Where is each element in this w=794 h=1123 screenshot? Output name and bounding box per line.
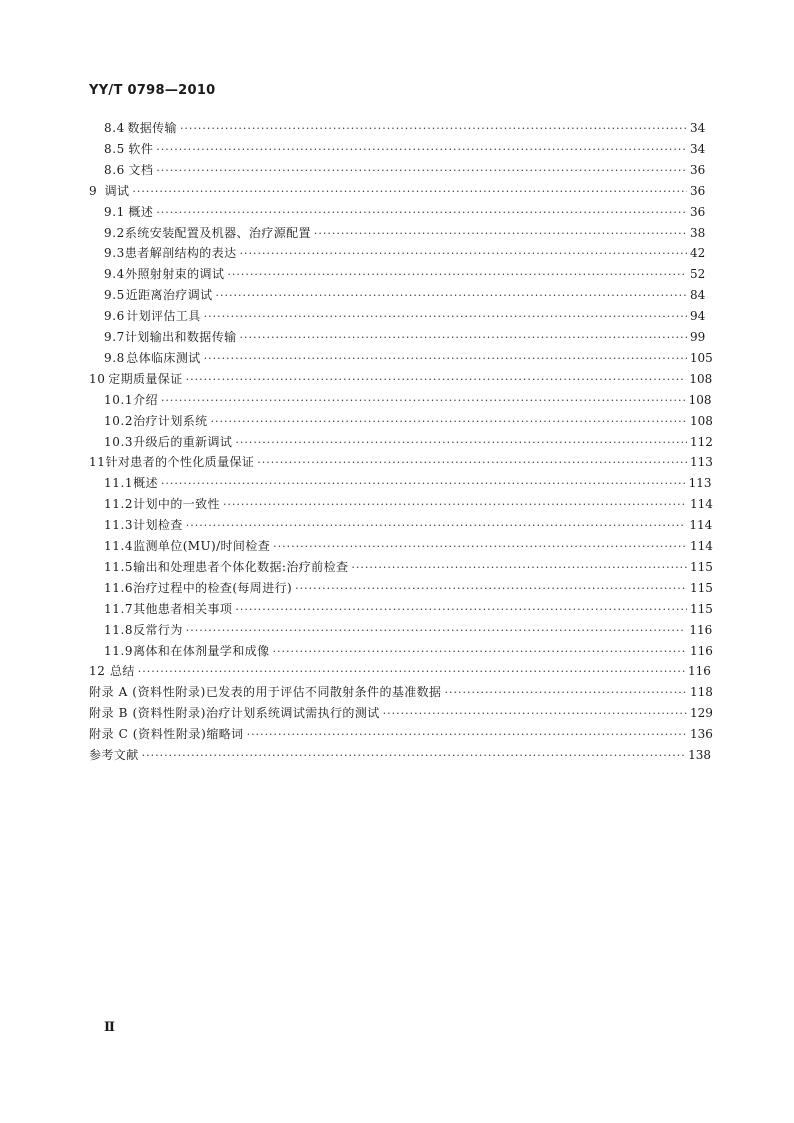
toc-entry-title: 概述: [133, 476, 158, 491]
toc-entry-number: 11.2: [104, 497, 134, 512]
toc-entry-page: 113: [688, 476, 712, 491]
toc-dot-leader: [227, 265, 687, 285]
toc-entry-title: 定期质量保证: [108, 371, 183, 386]
toc-entry[interactable]: [89, 682, 713, 702]
toc-dot-leader: [444, 683, 687, 703]
toc-entry-page: 36: [690, 183, 706, 198]
toc-entry-page: 34: [690, 141, 706, 156]
toc-entry[interactable]: [104, 202, 704, 222]
document-code-header: YY/T 0798—2010: [89, 83, 216, 98]
toc-dot-leader: [240, 244, 688, 264]
toc-entry-title: 总体临床测试: [126, 350, 201, 365]
toc-entry-title: 文档: [128, 162, 154, 177]
toc-entry-page: 84: [690, 288, 706, 303]
toc-entry[interactable]: [89, 661, 711, 681]
toc-entry-title: 离体和在体剂量学和成像: [133, 643, 270, 658]
toc-dot-leader: [240, 328, 688, 348]
toc-entry-title: 系统安装配置及机器、治疗源配置: [124, 225, 311, 240]
toc-entry-number: 9.8: [104, 350, 125, 365]
toc-entry-title: 数据传输: [127, 121, 177, 135]
toc-entry-number: 8.4: [104, 121, 125, 135]
toc-entry-page: 115: [690, 601, 713, 616]
toc-entry-page: 112: [690, 434, 713, 449]
toc-entry-page: 129: [690, 706, 713, 721]
toc-entry-title: 参考文献: [89, 748, 139, 762]
toc-entry-title: 计划评估工具: [126, 309, 201, 324]
toc-entry-title: 患者解剖结构的表达: [124, 246, 237, 261]
toc-entry-page: 136: [690, 727, 713, 742]
toc-entry[interactable]: [89, 452, 713, 472]
toc-dot-leader: [204, 307, 687, 327]
toc-entry-page: 108: [689, 371, 713, 386]
toc-entry[interactable]: [104, 139, 704, 159]
toc-entry-number: 10.2: [104, 413, 134, 428]
toc-entry-title: 升级后的重新调试: [133, 434, 233, 449]
toc-entry-number: 9.5: [104, 288, 125, 303]
toc-dot-leader: [180, 119, 687, 139]
toc-entry[interactable]: [104, 223, 704, 243]
toc-entry[interactable]: [104, 515, 713, 535]
toc-entry-number: 8.5: [104, 141, 125, 156]
toc-entry[interactable]: [104, 390, 712, 410]
toc-dot-leader: [138, 662, 685, 682]
toc-entry-page: 36: [690, 162, 706, 177]
toc-dot-leader: [186, 621, 687, 641]
toc-dot-leader: [314, 224, 687, 244]
toc-entry-title: 近距离治疗调试: [125, 288, 213, 303]
toc-entry-title: 治疗计划系统调试需执行的测试: [206, 706, 380, 721]
toc-dot-leader: [156, 140, 687, 160]
toc-entry-page: 114: [690, 497, 713, 512]
toc-entry[interactable]: [104, 118, 704, 138]
toc-entry[interactable]: [89, 181, 704, 201]
toc-entry-title: 计划输出和数据传输: [124, 330, 237, 344]
toc-entry-page: 99: [690, 330, 706, 344]
toc-dot-leader: [156, 203, 687, 223]
toc-entry-page: 105: [689, 350, 713, 365]
toc-entry-title: 外照射射束的调试: [125, 267, 225, 282]
toc-entry-title: 软件: [128, 141, 154, 156]
toc-entry-page: 38: [690, 225, 706, 240]
toc-entry-number: 9.2: [104, 225, 125, 240]
toc-entry[interactable]: [104, 348, 713, 368]
toc-entry-title: 监测单位(MU)/时间检查: [133, 539, 271, 553]
toc-dot-leader: [132, 182, 687, 202]
toc-entry-page: 94: [690, 309, 706, 324]
toc-entry-number: 11.7: [104, 601, 134, 616]
toc-entry-number: 10: [89, 371, 106, 386]
toc-entry-title: 已发表的用于评估不同散射条件的基准数据: [205, 685, 442, 700]
toc-entry-title: 治疗过程中的检查(每周进行): [133, 580, 293, 595]
toc-entry-number: 11.8: [104, 622, 134, 637]
toc-entry[interactable]: [89, 703, 713, 723]
toc-dot-leader: [351, 558, 687, 578]
toc-entry-number: 11.1: [104, 476, 134, 491]
toc-entry[interactable]: [104, 285, 704, 305]
toc-entry-title: 计划中的一致性: [133, 497, 220, 512]
toc-entry[interactable]: [104, 557, 713, 577]
toc-entry-title: 总结: [109, 664, 135, 679]
toc-entry-number: 附录 A (资料性附录): [89, 685, 206, 700]
toc-entry-page: 42: [690, 246, 706, 261]
toc-dot-leader: [257, 453, 687, 473]
toc-entry-number: 10.3: [104, 434, 134, 449]
toc-entry-title: 缩略词: [206, 727, 244, 742]
toc-entry-page: 115: [690, 580, 713, 595]
page-number: Ⅱ: [104, 1020, 115, 1035]
toc-entry[interactable]: [104, 306, 704, 326]
toc-entry[interactable]: [104, 327, 704, 347]
toc-entry[interactable]: [104, 243, 704, 263]
toc-entry[interactable]: [104, 411, 713, 431]
toc-dot-leader: [186, 516, 687, 536]
toc-entry-title: 针对患者的个性化质量保证: [105, 455, 255, 470]
toc-entry-number: 11.4: [104, 539, 134, 553]
toc-entry-page: 118: [690, 685, 713, 700]
toc-entry[interactable]: [104, 432, 713, 452]
toc-entry-page: 34: [690, 121, 706, 135]
toc-dot-leader: [235, 600, 687, 620]
toc-entry-page: 52: [690, 267, 706, 282]
toc-entry[interactable]: [104, 473, 712, 493]
toc-entry-number: 8.6: [104, 162, 125, 177]
toc-entry-number: 11.3: [104, 518, 134, 533]
toc-dot-leader: [211, 412, 687, 432]
toc-entry[interactable]: [89, 745, 711, 765]
toc-entry-title: 概述: [128, 204, 154, 219]
toc-entry[interactable]: [104, 160, 704, 180]
toc-dot-leader: [186, 370, 687, 390]
toc-entry-number: 12: [89, 664, 106, 679]
toc-dot-leader: [142, 746, 685, 766]
toc-entry[interactable]: [104, 620, 713, 640]
toc-entry-number: 9.6: [104, 309, 125, 324]
toc-entry-page: 116: [687, 664, 711, 679]
toc-entry-number: 11.9: [104, 643, 134, 658]
toc-entry-number: 附录 B (资料性附录): [89, 706, 207, 721]
toc-entry-number: 10.1: [104, 392, 134, 407]
toc-entry-title: 反常行为: [133, 622, 183, 637]
toc-entry[interactable]: [104, 494, 713, 514]
toc-dot-leader: [216, 286, 688, 306]
toc-dot-leader: [295, 579, 687, 599]
toc-entry-title: 其他患者相关事项: [133, 601, 233, 616]
toc-dot-leader: [273, 537, 687, 557]
toc-entry[interactable]: [104, 264, 704, 284]
toc-dot-leader: [223, 495, 687, 515]
toc-dot-leader: [156, 161, 687, 181]
toc-entry[interactable]: [89, 724, 713, 744]
toc-entry-page: 108: [690, 413, 713, 428]
toc-entry-number: 9.7: [104, 330, 125, 344]
toc-entry-page: 114: [689, 518, 713, 533]
toc-entry-page: 138: [688, 748, 711, 762]
toc-dot-leader: [204, 349, 687, 369]
toc-entry-number: 11: [89, 455, 106, 470]
toc-dot-leader: [161, 474, 686, 494]
toc-entry-title: 输出和处理患者个体化数据:治疗前检查: [133, 559, 349, 574]
toc-entry-number: 9.1: [104, 204, 125, 219]
toc-entry-number: 11.5: [104, 559, 134, 574]
toc-entry-number: 附录 C (资料性附录): [89, 727, 207, 742]
toc-entry[interactable]: [104, 599, 713, 619]
toc-entry-page: 113: [690, 455, 713, 470]
toc-entry-number: 9.3: [104, 246, 125, 261]
toc-entry-number: 11.6: [104, 580, 134, 595]
toc-entry-page: 115: [690, 559, 713, 574]
toc-entry-title: 调试: [104, 183, 130, 198]
toc-entry-page: 108: [688, 392, 712, 407]
toc-dot-leader: [383, 704, 687, 724]
toc-entry-page: 36: [690, 204, 706, 219]
toc-entry-number: 9: [89, 183, 98, 198]
toc-entry[interactable]: [104, 578, 713, 598]
toc-entry-title: 介绍: [133, 392, 158, 407]
toc-entry-page: 116: [690, 643, 713, 658]
toc-entry-title: 计划检查: [133, 518, 183, 533]
toc-entry[interactable]: [89, 369, 713, 389]
toc-dot-leader: [235, 433, 687, 453]
toc-entry[interactable]: [104, 641, 713, 661]
toc-dot-leader: [247, 725, 687, 745]
toc-dot-leader: [161, 391, 686, 411]
toc-entry-title: 治疗计划系统: [133, 413, 208, 428]
toc-entry[interactable]: [104, 536, 713, 556]
toc-dot-leader: [273, 642, 687, 662]
toc-entry-page: 116: [689, 622, 713, 637]
toc-entry-page: 114: [690, 539, 713, 553]
toc-entry-number: 9.4: [104, 267, 125, 282]
